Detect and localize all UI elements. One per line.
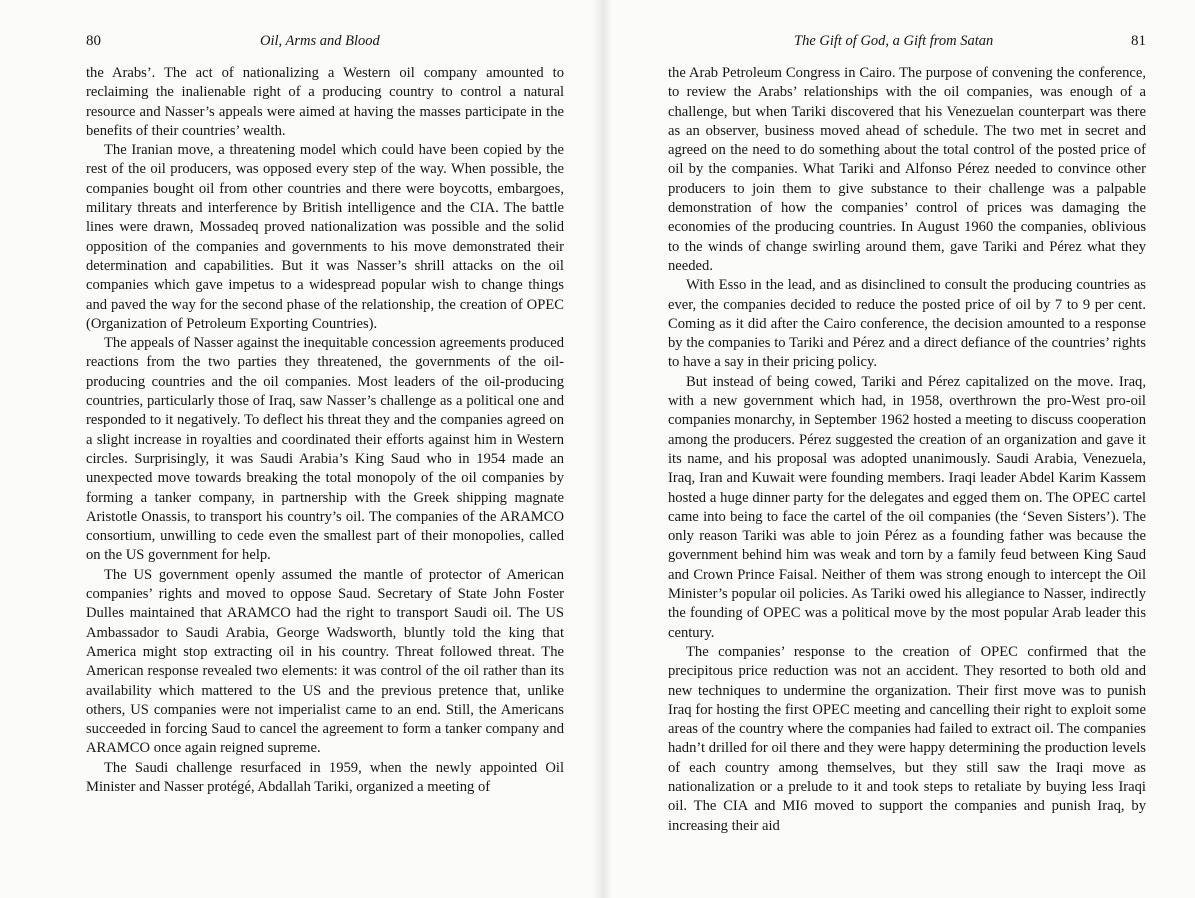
right-page-header (668, 32, 1146, 54)
paragraph: the Arabs’. The act of nationalizing a Western oil company amounted to reclaiming the inalienable right of a producing country to control a natural resource and Nasser’s appeals were aimed at having the masses participate in the benefits of their countries’ wealth. (86, 65, 564, 139)
book-gutter (592, 0, 612, 898)
left-page-number: 80 (86, 33, 101, 49)
paragraph: The Iranian move, a threatening model which could have been copied by the rest of the oil producers, was opposed every step of the way. When possible, the companies bought oil from other countries and there were boycotts, embargoes, military threats and interference by British intelligence and the CIA. The battle lines were drawn, Mossadeq proved nationalization was possible and the solid opposition of the companies and governments to his move demonstrated their determination and capabilities. But it was Nasser’s shrill attacks on the oil companies which gave impetus to a widespread popular wish to change things and paved the way for the second phase of the relationship, the creation of OPEC (Organization of Petroleum Exporting Countries). (86, 142, 564, 332)
paragraph: the Arab Petroleum Congress in Cairo. The purpose of convening the conference, to review the Arabs’ relationships with the oil companies, was enough of a challenge, but when Tariki discovered that his Venezuelan counterpart was there as an observer, business moved ahead of schedule. The two met in secret and agreed on the need to do something about the total control of the posted price of oil by the companies. What Tariki and Alfonso Pérez needed to convince other producers to join them to give substance to their challenge was a palpable demonstration of how the companies’ control of prices was damaging the economies of the producing countries. In August 1960 the companies, oblivious to the winds of change swirling around them, gave Tariki and Pérez what they needed. (668, 65, 1146, 274)
right-running-head: The Gift of God, a Gift from Satan (794, 33, 994, 49)
left-page (86, 32, 564, 797)
paragraph: The companies’ response to the creation of OPEC confirmed that the precipitous price reduction was not an accident. They resorted to both old and new techniques to undermine the organization. Their first move was to punish Iraq for hosting the first OPEC meeting and cancelling their right to exploit some areas of the country where the companies had failed to extract oil. The companies hadn’t drilled for oil there and they were happy determining the production levels of each country among themselves, but they still saw the Iraqi move as nationalization or a prelude to it and took steps to retaliate by buying less Iraqi oil. The CIA and MI6 moved to support the companies and punish Iraq, by increasing their aid (668, 643, 1146, 834)
paragraph: With Esso in the lead, and as disinclined to consult the producing countries as ever, the companies decided to reduce the posted price of oil by 7 to 9 per cent. Coming as it did after the Cairo conference, the decision amounted to a response by the companies to Tariki and Pérez and a direct defiance of the countries’ rights to have a say in their pricing policy. (668, 277, 1146, 371)
paragraph: The appeals of Nasser against the inequitable concession agreements produced reactions from the two parties they threatened, the governments of the oil-producing countries and the oil companies. Most leaders of the oil-producing countries, particularly those of Iraq, saw Nasser’s challenge as a political one and responded to it negatively. To deflect his threat they and the companies agreed on a slight increase in royalties and coordinated their efforts against him in Western circles. Surprisingly, it was Saudi Arabia’s King Saud who in 1954 made an unexpected move towards breaking the total monopoly of the oil companies by forming a tanker company, in partnership with the Greek shipping magnate Aristotle Onassis, to transport his country’s oil. The companies of the ARAMCO consortium, unwilling to cede even the smallest part of their monopolies, called on the US government for help. (86, 335, 564, 564)
paragraph: The US government openly assumed the mantle of protector of American companies’ rights and moved to oppose Saud. Secretary of State John Foster Dulles maintained that ARAMCO had the right to transport Saudi oil. The US Ambassador to Saudi Arabia, George Wadsworth, bluntly told the king that America might stop extracting oil in his country. Threat followed threat. The American response revealed two elements: it was control of the oil rather than its availability which mattered to the US and the previous pretence that, unlike others, US companies were not imperialist came to an end. Still, the Americans succeeded in forcing Saud to cancel the agreement to form a tanker company and ARAMCO once again reigned supreme. (86, 566, 564, 757)
right-page-body (668, 64, 1146, 836)
left-page-body (86, 64, 564, 797)
paragraph: But instead of being cowed, Tariki and Pérez capitalized on the move. Iraq, with a new government which had, in 1958, overthrown the pro-West pro-oil companies monarchy, in September 1962 hosted a meeting to discuss cooperation among the producers. Pérez suggested the creation of an organization and gave it its name, and his proposal was adopted unanimously. Saudi Arabia, Venezuela, Iraq, Iran and Kuwait were founding members. Iraqi leader Abdel Karim Kassem hosted a huge dinner party for the delegates and egged them on. The OPEC cartel came into being to face the cartel of the oil companies (the ‘Seven Sisters’). The only reason Tariki was able to join Pérez as a founding father was because the government behind him was weak and torn by a family feud between King Saud and Crown Prince Faisal. Neither of them was strong enough to intercept the Oil Minister’s popular oil policies. As Tariki owed his allegiance to Nasser, indirectly the founding of OPEC was a political move by the most popular Arab leader this century. (668, 373, 1146, 641)
right-page-number: 81 (1131, 33, 1146, 49)
right-page (668, 32, 1146, 836)
left-running-head: Oil, Arms and Blood (260, 33, 380, 49)
paragraph: The Saudi challenge resurfaced in 1959, when the newly appointed Oil Minister and Nasser protégé, Abdallah Tariki, organized a meeting of (86, 759, 564, 795)
left-page-header (86, 32, 564, 54)
